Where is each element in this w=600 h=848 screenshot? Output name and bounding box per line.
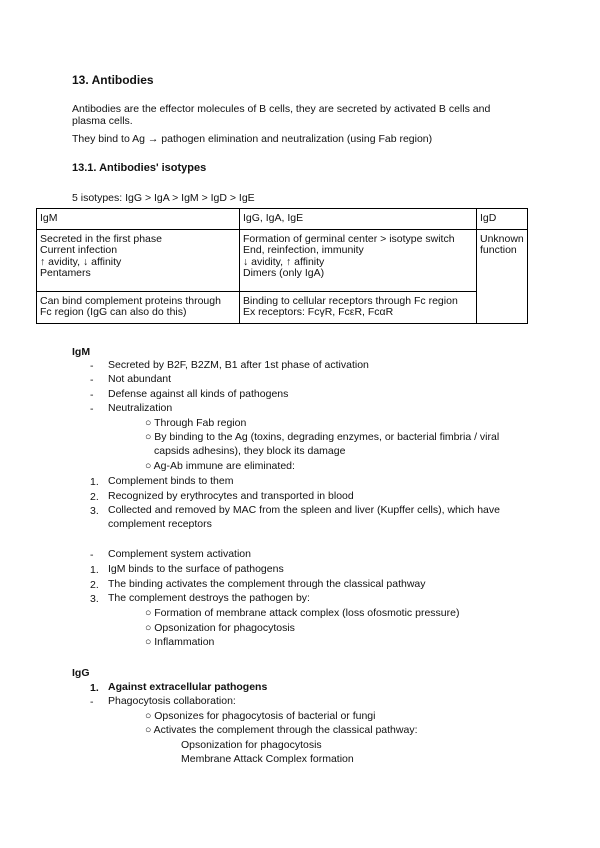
list-number: 1. [90, 564, 99, 576]
list-number: 2. [90, 579, 99, 591]
sub-item: ○ Opsonization for phagocytosis [145, 622, 295, 634]
numbered-item: The binding activates the complement through the classical pathway [108, 578, 426, 590]
isotypes-table [36, 208, 528, 324]
list-item: Neutralization [108, 402, 173, 414]
table-header-cell: IgG, IgA, IgE [240, 209, 477, 230]
table-header-cell: IgD [477, 209, 528, 230]
list-number: 2. [90, 491, 99, 503]
table-cell [37, 291, 240, 323]
cell-line: Binding to cellular receptors through Fc region [243, 294, 458, 307]
cell-line: Pentamers [40, 267, 91, 279]
numbered-item: IgM binds to the surface of pathogens [108, 563, 284, 575]
intro-line-1: Antibodies are the effector molecules of B cells, they are secreted by activated B cells and [72, 103, 491, 115]
table-header-row [37, 209, 528, 230]
numbered-item: Complement binds to them [108, 475, 234, 487]
list-number: 3. [90, 505, 99, 517]
cell-line: Secreted in the first phase [40, 232, 162, 245]
dash-marker: - [90, 360, 94, 372]
list-number: 1. [90, 682, 99, 694]
cell-line: Ex receptors: FcγR, FcεR, FcαR [243, 306, 394, 318]
cell-line: Unknown [480, 232, 524, 245]
sub-item: ○ Inflammation [145, 636, 215, 648]
intro-line-2: plasma cells. [72, 115, 133, 127]
dash-marker: - [90, 549, 94, 561]
intro-line-3: They bind to Ag → pathogen elimination and neutralization (using Fab region) [72, 133, 433, 145]
numbered-item: Collected and removed by MAC from the spleen and liver (Kupffer cells), which have [108, 504, 500, 516]
list-number: 3. [90, 593, 99, 605]
sub-item: ○ Ag-Ab immune are eliminated: [145, 460, 295, 472]
dash-marker: - [90, 696, 94, 708]
cell-line: Formation of germinal center > isotype switch [243, 232, 455, 245]
numbered-item: The complement destroys the pathogen by: [108, 592, 310, 604]
list-item: Complement system activation [108, 548, 251, 560]
sub-sub-item: Membrane Attack Complex formation [181, 753, 354, 765]
table-header-cell: IgM [37, 209, 240, 230]
list-item: Defense against all kinds of pathogens [108, 388, 289, 400]
table-cell [37, 229, 240, 291]
cell-line: Fc region (IgG can also do this) [40, 306, 187, 318]
table-cell [240, 229, 477, 291]
numbered-item: Recognized by erythrocytes and transported in blood [108, 490, 354, 502]
list-number: 1. [90, 476, 99, 488]
sub-item: ○ By binding to the Ag (toxins, degrading enzymes, or bacterial fimbria / viral [145, 431, 500, 443]
dash-marker: - [90, 389, 94, 401]
table-cell [477, 229, 528, 323]
sub-item: ○ Opsonizes for phagocytosis of bacterial or fungi [145, 710, 376, 722]
sub-item: ○ Activates the complement through the classical pathway: [145, 724, 418, 736]
sub-sub-item: Opsonization for phagocytosis [181, 739, 322, 751]
sub-item: ○ Through Fab region [145, 417, 247, 429]
dash-marker: - [90, 374, 94, 386]
table-row [37, 229, 528, 291]
cell-line: Dimers (only IgA) [243, 267, 325, 279]
table-row [37, 291, 528, 323]
cell-line: End, reinfection, immunity [243, 244, 364, 256]
isotypes-summary: 5 isotypes: IgG > IgA > IgM > IgD > IgE [72, 192, 255, 204]
list-item: Not abundant [108, 373, 172, 385]
section-title: 13. Antibodies [72, 73, 154, 87]
cell-line: ↑ avidity, ↓ affinity [40, 255, 122, 268]
sub-item-cont: capsids adhesins), they block its damage [154, 445, 346, 457]
cell-line: ↓ avidity, ↑ affinity [243, 255, 325, 268]
isotypes-heading: 13.1. Antibodies' isotypes [72, 162, 207, 174]
dash-marker: - [90, 403, 94, 415]
cell-line: Current infection [40, 244, 118, 256]
numbered-item-cont: complement receptors [108, 518, 212, 530]
igm-heading: IgM [72, 346, 91, 358]
list-item: Phagocytosis collaboration: [108, 695, 236, 707]
cell-line: function [480, 244, 517, 256]
igg-heading: IgG [72, 667, 90, 679]
sub-item: ○ Formation of membrane attack complex (loss ofosmotic pressure) [145, 607, 460, 619]
table-cell [240, 291, 477, 323]
list-item: Secreted by B2F, B2ZM, B1 after 1st phase of activation [108, 359, 369, 371]
cell-line: Can bind complement proteins through [40, 294, 221, 307]
numbered-item: Against extracellular pathogens [108, 681, 268, 693]
